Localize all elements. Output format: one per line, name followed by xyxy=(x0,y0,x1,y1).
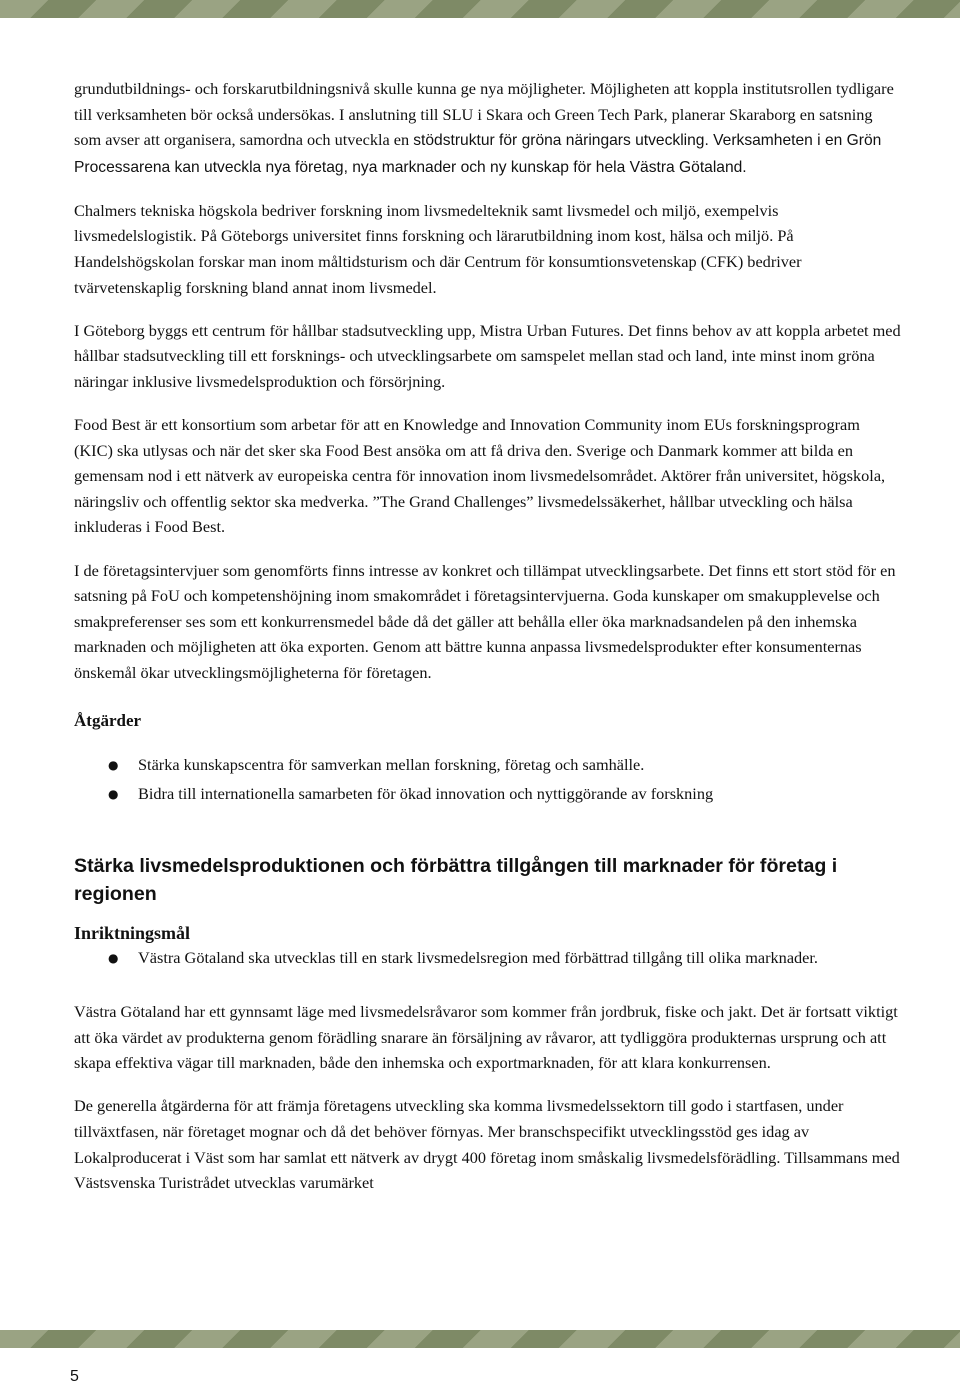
paragraph-food-best: Food Best är ett konsortium som arbetar för att en Knowledge and Innovation Community inom EUs forskningsprogram (KIC) ska utlysas och när det sker ska Food Best ansöka om att få driva den. Sverige och Danmark kommer att bilda en gemensam nod i ett nätverk av europeiska centra för innovation inom livsmedelsområdet. Aktörer från universitet, högskola, näringsliv och offentlig sektor ska medverka. ”The Grand Challenges” livsmedelssäkerhet, hållbar utveckling och hälsa inkluderas i Food Best. xyxy=(74,415,886,537)
bullet-icon: ● xyxy=(108,951,119,966)
paragraph-text-serif: grundutbildnings- och forskarutbildningsnivå skulle kunna ge nya möjligheter. Möjligheten att koppla institutsrollen tydligare till verksamheten bör också undersökas. I anslutning till SLU i Skara och Green Tech Park, planerar Skaraborg en satsning som avser att organisera, samordna och utveckla en xyxy=(74,79,894,150)
bullet-icon: ● xyxy=(108,758,119,773)
bullet-icon: ● xyxy=(108,787,119,802)
paragraph-food-raw-materials: Västra Götaland har ett gynnsamt läge med livsmedelsråvaror som kommer från jordbruk, fiske och jakt. Det är fortsatt viktigt att öka värdet av produkterna genom förädling snarare än försäljning av råvaror, att tydliggöra produkternas ursprung och att skapa effektiva vägar till marknaden, både den inhemska och exportmarknaden, för att klara konkurrensen. xyxy=(74,1002,898,1073)
actions-heading: Åtgärder xyxy=(74,711,142,731)
page-number: 5 xyxy=(70,1368,79,1385)
goal-heading: Inriktningsmål xyxy=(74,923,191,944)
list-item xyxy=(74,944,902,972)
paragraph-general-measures: De generella åtgärderna för att främja företagens utveckling ska komma livsmedelssektorn till godo i startfasen, under tillväxtfasen, när företaget mognar och då det behöver förnyas. Mer branschspecifikt utvecklingsstöd ges idag av Lokalproducerat i Väst som har samlat ett nätverk av drygt 400 företag inom småskalig livsmedelsförädling. Tillsammans med Västsvenska Turistrådet utvecklas varumärket xyxy=(74,1096,900,1193)
list-item xyxy=(74,781,902,807)
actions-list xyxy=(74,752,902,807)
section-heading: Stärka livsmedelsproduktionen och förbättra tillgången till marknader för företag i regionen xyxy=(74,855,838,906)
list-item xyxy=(74,752,902,778)
goal-list xyxy=(74,944,902,972)
paragraph-mistra-urban-futures: I Göteborg byggs ett centrum för hållbar stadsutveckling upp, Mistra Urban Futures. Det finns behov av att koppla arbetet med hållbar stadsutveckling till ett forsknings- och utvecklingsarbete om samspelet mellan stad och land, inte minst inom gröna näringar inklusive livsmedelsproduktion och försörjning. xyxy=(74,320,901,391)
footer-decorative-band xyxy=(0,1330,960,1348)
paragraph-research-education xyxy=(74,76,902,180)
header-decorative-band xyxy=(0,0,960,18)
paragraph-chalmers: Chalmers tekniska högskola bedriver forskning inom livsmedelteknik samt livsmedel och miljö, exempelvis livsmedelslogistik. På Göteborgs universitet finns forskning och lärarutbildning inom kost, hälsa och miljö. På Handelshögskolan forskar man inom måltidsturism och där Centrum för konsumtionsvetenskap (CFK) bedriver tvärvetenskaplig forskning bland annat inom livsmedel. xyxy=(74,200,802,297)
paragraph-text-sans: stödstruktur för gröna näringars utveckling. Verksamheten i en Grön Processarena kan utveckla nya företag, nya marknader och ny kunskap för hela Västra Götaland. xyxy=(74,132,882,176)
document-body xyxy=(74,76,902,1213)
list-item-text: Bidra till internationella samarbeten för ökad innovation och nyttiggörande av forskning xyxy=(138,784,714,804)
paragraph-company-interviews: I de företagsintervjuer som genomförts finns intresse av konkret och tillämpat utvecklingsarbete. Det finns ett stort stöd för en satsning på FoU och kompetenshöjning inom smakområdet i företagsintervjuerna. Goda kunskaper om smakupplevelse och smakpreferenser ses som ett konkurrensmedel både då det gäller att behålla eller öka marknadsandelen på den inhemska marknaden och möjligheten att öka exporten. Genom att bättre kunna anpassa livsmedelsprodukter efter konsumenternas önskemål ökar utvecklingsmöjligheterna för företagen. xyxy=(74,560,896,682)
list-item-text: Västra Götaland ska utvecklas till en stark livsmedelsregion med förbättrad tillgång till olika marknader. xyxy=(138,948,819,968)
list-item-text: Stärka kunskapscentra för samverkan mellan forskning, företag och samhälle. xyxy=(138,755,645,775)
